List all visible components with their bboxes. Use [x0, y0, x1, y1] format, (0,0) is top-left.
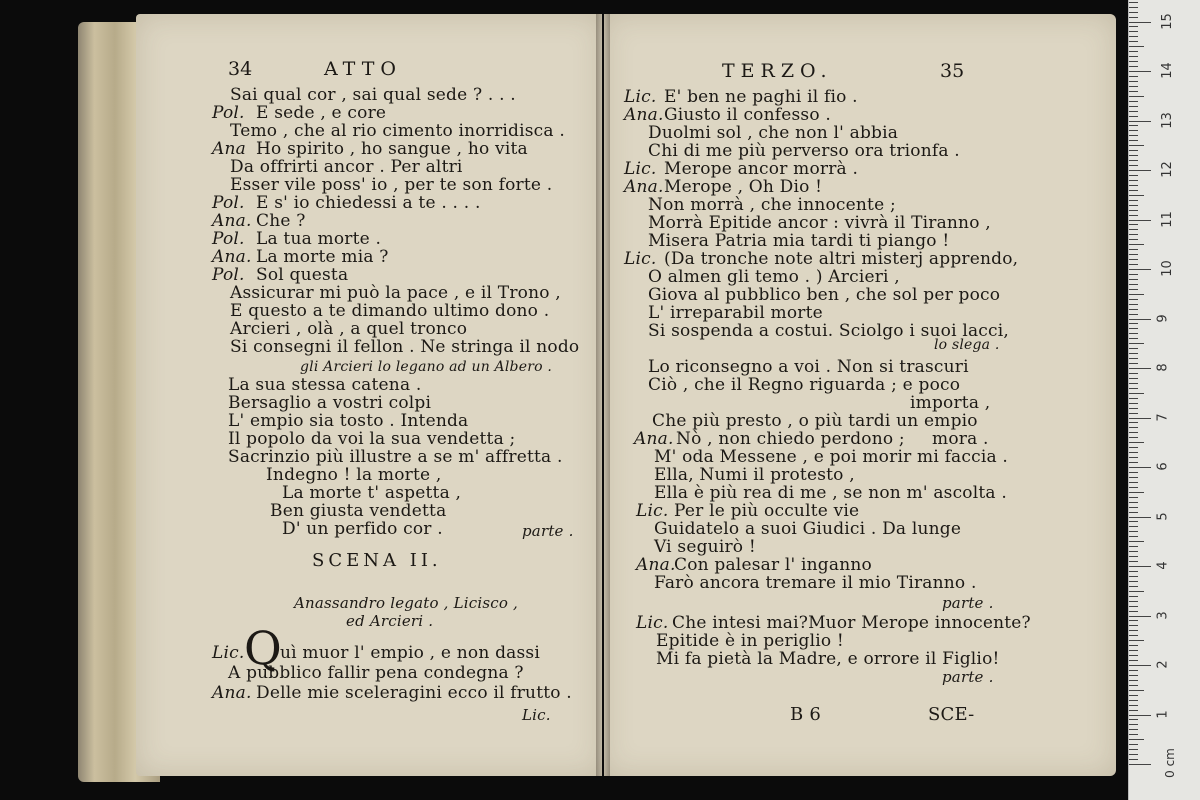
ruler-tick: [1129, 121, 1151, 122]
exit-direction: parte .: [942, 594, 994, 612]
ruler-tick: [1129, 477, 1138, 478]
ruler-tick: [1129, 551, 1138, 552]
ruler-number: 14: [1159, 62, 1175, 79]
ruler-tick: [1129, 86, 1138, 87]
text-line: Ella è più rea di me , se non m' ascolta .: [654, 483, 1007, 503]
ruler-tick: [1129, 700, 1138, 701]
text-line: La morte mia ?: [256, 247, 389, 267]
ruler-tick: [1129, 314, 1138, 315]
text-line: Arcieri , olà , a quel tronco: [230, 319, 468, 339]
ruler-tick: [1129, 482, 1138, 483]
text-line: Da offrirti ancor . Per altri: [230, 157, 463, 177]
ruler-tick: [1129, 413, 1138, 414]
ruler-tick: [1129, 408, 1138, 409]
text-line: Ella, Numi il protesto ,: [654, 465, 855, 485]
ruler-tick: [1129, 675, 1138, 676]
ruler-tick: [1129, 294, 1144, 295]
exit-direction: parte .: [942, 668, 994, 686]
ruler-number: 6: [1155, 462, 1171, 471]
ruler-tick: [1129, 304, 1138, 305]
ruler-tick: [1129, 205, 1138, 206]
ruler-number: 1: [1155, 709, 1171, 719]
ruler-tick: [1129, 526, 1138, 527]
ruler-tick: [1129, 323, 1138, 324]
ruler-tick: [1129, 764, 1151, 765]
stage-direction: gli Arcieri lo legano ad un Albero .: [300, 359, 553, 375]
text-line: Si sospenda a costui. Sciolgo i suoi lacci,: [648, 321, 1009, 341]
ruler-tick: [1129, 729, 1138, 730]
text-line: Epitide è in periglio !: [656, 631, 844, 651]
text-line: Sol questa: [256, 265, 349, 285]
ruler-tick: [1129, 215, 1138, 216]
ruler-tick: [1129, 685, 1138, 686]
verse-line: Indegno ! la morte ,: [266, 465, 442, 485]
speaker-label: Pol.: [212, 193, 245, 213]
ruler-tick: [1129, 571, 1138, 572]
ruler-tick: [1129, 244, 1144, 245]
ruler-tick: [1129, 606, 1138, 607]
ruler-tick: [1129, 36, 1138, 37]
ruler-tick: [1129, 22, 1151, 23]
ruler-number: 15: [1159, 12, 1175, 30]
ruler-tick: [1129, 229, 1138, 230]
ruler-tick: [1129, 76, 1138, 77]
ruler-tick: [1129, 492, 1144, 493]
ruler-tick: [1129, 497, 1138, 498]
ruler-tick: [1129, 393, 1144, 394]
ruler-tick: [1129, 507, 1138, 508]
right-running-head: TERZO.: [722, 60, 833, 82]
speaker-label: Lic.: [212, 643, 245, 663]
ruler-tick: [1129, 705, 1138, 706]
ruler-tick: [1129, 289, 1138, 290]
ruler-tick: [1129, 715, 1151, 716]
ruler-tick: [1129, 467, 1151, 468]
ruler-number: 9: [1155, 313, 1171, 323]
speaker-label: Pol.: [212, 103, 245, 123]
ruler-tick: [1129, 284, 1138, 285]
ruler-tick: [1129, 61, 1138, 62]
ruler-tick: [1129, 96, 1144, 97]
ruler-tick: [1129, 739, 1144, 740]
ruler-tick: [1129, 556, 1138, 557]
ruler-tick: [1129, 611, 1138, 612]
ruler-tick: [1129, 31, 1138, 32]
ruler-number: 5: [1155, 511, 1171, 521]
text-line: Che intesi mai?Muor Merope innocente?: [672, 613, 1031, 633]
ruler-tick: [1129, 502, 1138, 503]
ruler-tick: [1129, 546, 1138, 547]
text-line: L' empio sia tosto . Intenda: [228, 411, 469, 431]
ruler-tick: [1129, 343, 1144, 344]
verse-line: La morte t' aspetta ,: [282, 483, 462, 503]
speaker-label: Lic.: [624, 249, 657, 269]
ruler-tick: [1129, 744, 1138, 745]
speaker-label: Ana.: [624, 105, 664, 125]
text-line: E sede , e core: [256, 103, 387, 123]
ruler-tick: [1129, 625, 1138, 626]
text-line: Bersaglio a vostri colpi: [228, 393, 432, 413]
ruler-tick: [1129, 650, 1138, 651]
gutter: [596, 14, 610, 776]
ruler-tick: [1129, 536, 1138, 537]
ruler-tick: [1129, 125, 1138, 126]
text-line: Farò ancora tremare il mio Tiranno .: [654, 573, 977, 593]
ruler-tick: [1129, 91, 1138, 92]
speaker-label: Lic.: [624, 159, 657, 179]
text-line: Delle mie sceleragini ecco il frutto .: [256, 683, 572, 703]
text-line: Sai qual cor , sai qual sede ? . . .: [230, 85, 516, 105]
ruler-tick: [1129, 279, 1138, 280]
right-page-number: 35: [940, 60, 965, 82]
ruler-tick: [1129, 452, 1138, 453]
ruler-number: 13: [1159, 111, 1175, 129]
turnover: importa ,: [910, 393, 991, 413]
ruler-tick: [1129, 378, 1138, 379]
catchword: SCE-: [928, 704, 975, 725]
ruler-tick: [1129, 734, 1138, 735]
ruler-tick: [1129, 670, 1138, 671]
ruler-tick: [1129, 338, 1138, 339]
ruler-number: 7: [1155, 412, 1171, 422]
ruler-tick: [1129, 561, 1138, 562]
ruler-tick: [1129, 487, 1138, 488]
stage-direction: lo slega .: [934, 337, 1000, 353]
text-line: Che più presto , o più tardi un empio: [652, 411, 978, 431]
ruler-tick: [1129, 101, 1138, 102]
text-line: Il popolo da voi la sua vendetta ;: [228, 429, 516, 449]
text-line: Duolmi sol , che non l' abbia: [648, 123, 899, 143]
ruler-tick: [1129, 319, 1151, 320]
ruler-tick: [1129, 185, 1138, 186]
ruler-tick: [1129, 160, 1138, 161]
ruler-tick: [1129, 368, 1151, 369]
text-line: E questo a te dimando ultimo dono .: [230, 301, 550, 321]
ruler-tick: [1129, 7, 1138, 8]
ruler-tick: [1129, 180, 1138, 181]
ruler-tick: [1129, 512, 1138, 513]
ruler-tick: [1129, 398, 1138, 399]
ruler-tick: [1129, 190, 1138, 191]
ruler-number: 2: [1155, 660, 1171, 669]
left-page-number: 34: [228, 58, 253, 80]
ruler-tick: [1129, 224, 1138, 225]
scene-title: SCENA II.: [312, 550, 442, 571]
ruler-tick: [1129, 660, 1138, 661]
ruler-tick: [1129, 165, 1138, 166]
ruler-tick: [1129, 462, 1138, 463]
text-line: Non morrà , che innocente ;: [648, 195, 896, 215]
ruler-tick: [1129, 111, 1138, 112]
ruler-tick: [1129, 234, 1138, 235]
ruler-tick: [1129, 299, 1138, 300]
ruler-tick: [1129, 51, 1138, 52]
ruler-tick: [1129, 333, 1138, 334]
ruler-unit-label: 0 cm: [1162, 748, 1177, 778]
turnover: mora .: [932, 429, 989, 449]
ruler-tick: [1129, 690, 1144, 691]
ruler-tick: [1129, 437, 1138, 438]
ruler-tick: [1129, 630, 1138, 631]
ruler-number: 12: [1159, 161, 1175, 178]
text-line: Per le più occulte vie: [674, 501, 860, 521]
ruler-tick: [1129, 447, 1138, 448]
ruler-tick: [1129, 586, 1138, 587]
ruler-number: 3: [1155, 610, 1171, 620]
ruler-number: 10: [1159, 260, 1175, 277]
speaker-label: Ana.: [634, 429, 674, 449]
ruler-tick: [1129, 719, 1138, 720]
ruler-number: 11: [1159, 210, 1175, 228]
ruler-tick: [1129, 239, 1138, 240]
text-line: (Da tronche note altri misterj apprendo,: [664, 249, 1019, 269]
text-line: M' oda Messene , e poi morir mi faccia .: [654, 447, 1009, 467]
ruler-tick: [1129, 427, 1138, 428]
text-line: Ciò , che il Regno riguarda ; e poco: [648, 375, 961, 395]
text-line: Esser vile poss' io , per te son forte .: [230, 175, 553, 195]
ruler-tick: [1129, 81, 1138, 82]
ruler-tick: [1129, 26, 1138, 27]
ruler-tick: [1129, 17, 1138, 18]
drop-cap: Q: [244, 621, 282, 675]
ruler-tick: [1129, 309, 1138, 310]
ruler-tick: [1129, 616, 1151, 617]
ruler-tick: [1129, 422, 1138, 423]
ruler-tick: [1129, 195, 1144, 196]
ruler-tick: [1129, 665, 1151, 666]
ruler-tick: [1129, 442, 1144, 443]
text-line: Sacrinzio più illustre a se m' affretta .: [228, 447, 563, 467]
ruler-tick: [1129, 601, 1138, 602]
text-line: Merope ancor morrà .: [664, 159, 859, 179]
ruler-tick: [1129, 66, 1138, 67]
text-line: Nò , non chiedo perdono ;: [676, 429, 905, 449]
ruler-tick: [1129, 531, 1138, 532]
verse-line: D' un perfido cor .: [282, 519, 443, 539]
ruler-tick: [1129, 155, 1138, 156]
text-line: Giova al pubblico ben , che sol per poco: [648, 285, 1001, 305]
speaker-label: Ana: [212, 139, 246, 159]
speaker-label: Ana.: [212, 683, 252, 703]
speaker-label: Ana.: [624, 177, 664, 197]
ruler-tick: [1129, 220, 1151, 221]
scene-cast: ed Arcieri .: [346, 612, 434, 630]
ruler-tick: [1129, 116, 1138, 117]
ruler-tick: [1129, 259, 1138, 260]
exit-direction: parte .: [522, 522, 574, 540]
ruler-tick: [1129, 749, 1138, 750]
text-line: uì muor l' empio , e non dassi: [280, 643, 540, 663]
ruler-tick: [1129, 170, 1151, 171]
left-running-head: ATTO: [324, 58, 402, 80]
ruler-tick: [1129, 353, 1138, 354]
text-line: Merope , Oh Dio !: [664, 177, 823, 197]
ruler-tick: [1129, 596, 1138, 597]
ruler-tick: [1129, 175, 1138, 176]
text-line: Misera Patria mia tardi ti piango !: [648, 231, 950, 251]
ruler-tick: [1129, 645, 1138, 646]
verse-line: Ben giusta vendetta: [270, 501, 447, 521]
scene-cast: Anassandro legato , Licisco ,: [294, 594, 519, 612]
text-line: Ho spirito , ho sangue , ho vita: [256, 139, 528, 159]
text-line: E' ben ne paghi il fio .: [664, 87, 858, 107]
ruler-tick: [1129, 71, 1151, 72]
ruler-tick: [1129, 56, 1138, 57]
ruler-tick: [1129, 418, 1151, 419]
text-line: Lo riconsegno a voi . Non si trascuri: [648, 357, 969, 377]
ruler-tick: [1129, 710, 1138, 711]
ruler-tick: [1129, 635, 1138, 636]
text-line: La tua morte .: [256, 229, 382, 249]
ruler-tick: [1129, 363, 1138, 364]
text-line: Vi seguirò !: [654, 537, 756, 557]
speaker-label: Lic.: [636, 501, 669, 521]
ruler-tick: [1129, 403, 1138, 404]
text-line: Si consegni il fellon . Ne stringa il nodo: [230, 337, 580, 357]
ruler-tick: [1129, 655, 1138, 656]
ruler-tick: [1129, 680, 1138, 681]
ruler-tick: [1129, 759, 1138, 760]
text-line: Che ?: [256, 211, 306, 231]
ruler-tick: [1129, 130, 1138, 131]
ruler-number: 4: [1155, 561, 1171, 570]
text-line: Morrà Epitide ancor : vivrà il Tiranno ,: [648, 213, 991, 233]
ruler-tick: [1129, 106, 1138, 107]
ruler-tick: [1129, 328, 1138, 329]
ruler-tick: [1129, 269, 1151, 270]
text-line: L' irreparabil morte: [648, 303, 823, 323]
text-line: O almen gli temo . ) Arcieri ,: [648, 267, 900, 287]
ruler-tick: [1129, 754, 1138, 755]
ruler-tick: [1129, 210, 1138, 211]
ruler-tick: [1129, 695, 1138, 696]
ruler-tick: [1129, 254, 1138, 255]
ruler-tick: [1129, 472, 1138, 473]
text-line: Giusto il confesso .: [664, 105, 831, 125]
ruler-tick: [1129, 348, 1138, 349]
ruler-tick: [1129, 2, 1138, 3]
ruler-tick: [1129, 576, 1138, 577]
ruler-tick: [1129, 457, 1138, 458]
ruler-tick: [1129, 383, 1138, 384]
ruler-tick: [1129, 432, 1138, 433]
speaker-label: Pol.: [212, 265, 245, 285]
speaker-label: Ana.: [212, 247, 252, 267]
ruler-tick: [1129, 620, 1138, 621]
ruler-tick: [1129, 373, 1138, 374]
ruler-tick: [1129, 140, 1138, 141]
ruler-tick: [1129, 46, 1144, 47]
speaker-label: Lic.: [624, 87, 657, 107]
signature-mark: B 6: [790, 704, 822, 725]
ruler-tick: [1129, 541, 1144, 542]
ruler-tick: [1129, 264, 1138, 265]
text-line: Con palesar l' inganno: [674, 555, 872, 575]
ruler-tick: [1129, 150, 1138, 151]
ruler-number: 8: [1155, 363, 1171, 372]
ruler-tick: [1129, 566, 1151, 567]
text-line: E s' io chiedessi a te . . . .: [256, 193, 481, 213]
ruler-tick: [1129, 388, 1138, 389]
catchword: Lic.: [522, 706, 551, 724]
ruler-tick: [1129, 41, 1138, 42]
speaker-label: Ana.: [636, 555, 676, 575]
ruler-tick: [1129, 145, 1144, 146]
speaker-label: Ana.: [212, 211, 252, 231]
ruler-tick: [1129, 640, 1144, 641]
ruler-tick: [1129, 274, 1138, 275]
text-line: Assicurar mi può la pace , e il Trono ,: [230, 283, 561, 303]
ruler-tick: [1129, 591, 1144, 592]
text-line: Guidatelo a suoi Giudici . Da lunge: [654, 519, 962, 539]
ruler-tick: [1129, 200, 1138, 201]
ruler-tick: [1129, 249, 1138, 250]
ruler-tick: [1129, 521, 1138, 522]
ruler-tick: [1129, 724, 1138, 725]
text-line: Mi fa pietà la Madre, e orrore il Figlio!: [656, 649, 1000, 669]
text-line: La sua stessa catena .: [228, 375, 422, 395]
measuring-ruler: [1128, 0, 1200, 800]
speaker-label: Lic.: [636, 613, 669, 633]
ruler-tick: [1129, 581, 1138, 582]
text-line: A pubblico fallir pena condegna ?: [228, 663, 524, 683]
speaker-label: Pol.: [212, 229, 245, 249]
ruler-tick: [1129, 12, 1138, 13]
text-line: Chi di me più perverso ora trionfa .: [648, 141, 960, 161]
text-line: Temo , che al rio cimento inorridisca .: [230, 121, 565, 141]
ruler-tick: [1129, 517, 1151, 518]
ruler-tick: [1129, 358, 1138, 359]
ruler-tick: [1129, 135, 1138, 136]
